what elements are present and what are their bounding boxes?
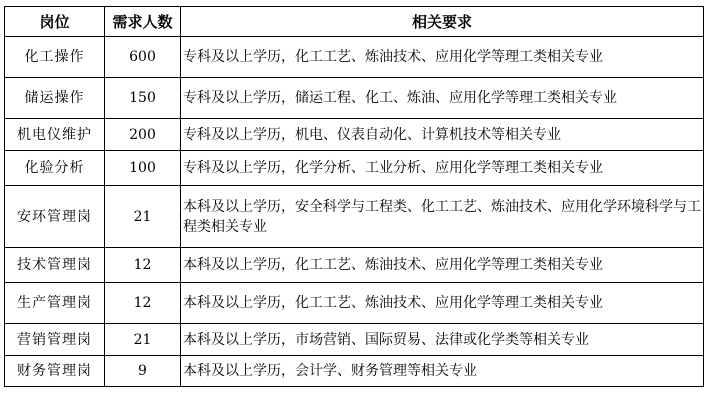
position-cell: 化工操作	[5, 37, 105, 78]
count-cell: 21	[105, 324, 181, 356]
requirements-cell: 本科及以上学历，化工工艺、炼油技术、应用化学等理工类相关专业	[181, 283, 704, 324]
position-cell: 储运操作	[5, 78, 105, 119]
table-row	[5, 356, 704, 387]
count-cell: 21	[105, 186, 181, 248]
header-position: 岗位	[5, 7, 105, 37]
table-row	[5, 283, 704, 324]
count-cell: 100	[105, 151, 181, 186]
position-cell: 财务管理岗	[5, 356, 105, 387]
position-cell: 营销管理岗	[5, 324, 105, 356]
header-row	[5, 7, 704, 37]
table-row	[5, 37, 704, 78]
requirements-cell: 专科及以上学历，储运工程、化工、炼油、应用化学等理工类相关专业	[181, 78, 704, 119]
requirements-cell: 本科及以上学历，市场营销、国际贸易、法律或化学类等相关专业	[181, 324, 704, 356]
count-cell: 12	[105, 283, 181, 324]
header-requirements: 相关要求	[181, 7, 704, 37]
count-cell: 150	[105, 78, 181, 119]
count-cell: 600	[105, 37, 181, 78]
position-cell: 安环管理岗	[5, 186, 105, 248]
count-cell: 200	[105, 119, 181, 151]
count-cell: 12	[105, 248, 181, 283]
table-row	[5, 186, 704, 248]
header-count: 需求人数	[105, 7, 181, 37]
requirements-cell: 专科及以上学历，化工工艺、炼油技术、应用化学等理工类相关专业	[181, 37, 704, 78]
requirements-cell: 本科及以上学历，安全科学与工程类、化工工艺、炼油技术、应用化学环境科学与工程类相关专业	[181, 186, 704, 248]
recruitment-table	[4, 6, 704, 387]
requirements-cell: 专科及以上学历，机电、仪表自动化、计算机技术等相关专业	[181, 119, 704, 151]
requirements-cell: 专科及以上学历，化学分析、工业分析、应用化学等理工类相关专业	[181, 151, 704, 186]
position-cell: 生产管理岗	[5, 283, 105, 324]
table-row	[5, 78, 704, 119]
table-row	[5, 324, 704, 356]
position-cell: 技术管理岗	[5, 248, 105, 283]
requirements-cell: 本科及以上学历，会计学、财务管理等相关专业	[181, 356, 704, 387]
position-cell: 机电仪维护	[5, 119, 105, 151]
requirements-cell: 本科及以上学历，化工工艺、炼油技术、应用化学等理工类相关专业	[181, 248, 704, 283]
count-cell: 9	[105, 356, 181, 387]
table-row	[5, 151, 704, 186]
table-row	[5, 119, 704, 151]
position-cell: 化验分析	[5, 151, 105, 186]
table-row	[5, 248, 704, 283]
